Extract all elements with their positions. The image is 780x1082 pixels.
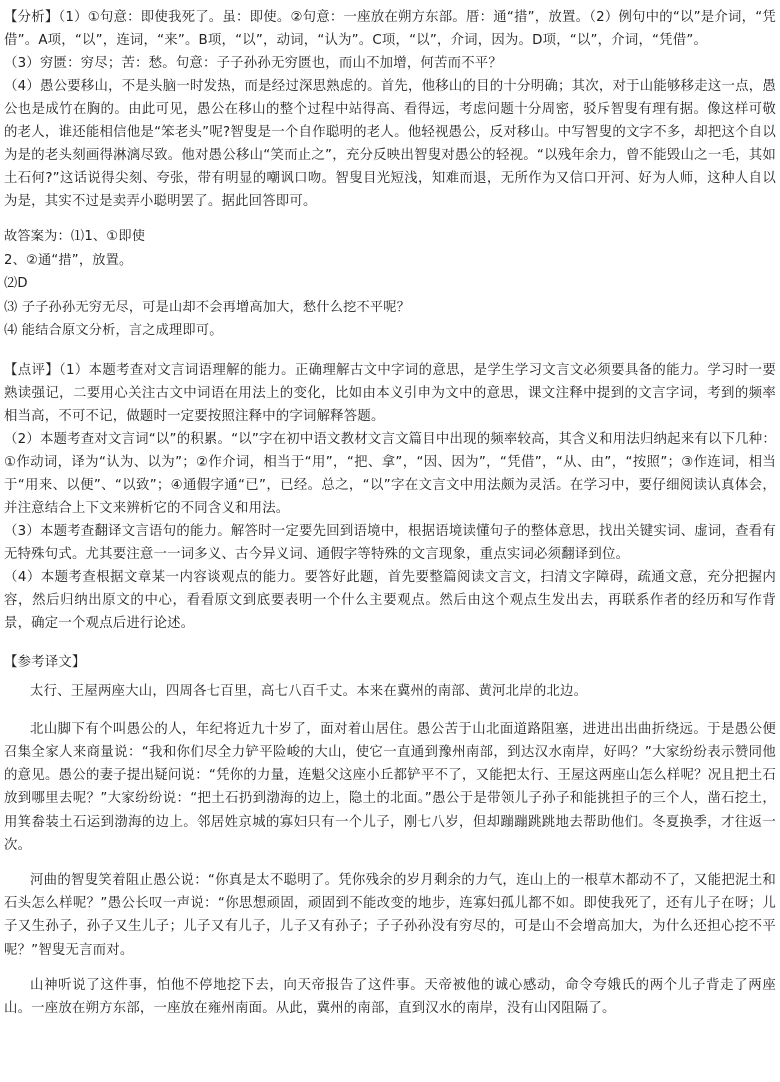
comment-section xyxy=(4,359,776,635)
answer-line-2: 2、②通“措”，放置。 xyxy=(4,252,133,268)
answer-section xyxy=(4,225,776,343)
translation-header: 【参考译文】 xyxy=(4,654,86,670)
comment-paragraph-1: 【点评】（1）本题考查对文言词语理解的能力。正确理解古文中字词的意思，是学生学习文言文必须要具备的能力。学习时一要熟读强记，二要用心关注古文中词语在用法上的变化，比如由本义引申为文中的意思，课文注释中提到的文言字词，考到的频率相当高，不可不记，做题时一定要按照注释中的字词解释答题。 xyxy=(4,362,776,424)
translation-header-section xyxy=(4,651,776,674)
comment-paragraph-3: （3）本题考查翻译文言语句的能力。解答时一定要先回到语境中，根据语境读懂句子的整体意思，找出关键实词、虚词，查看有无特殊句式。尤其要注意一一词多义、古今异义词、通假字等特殊的文言现象，重点实词必须翻译到位。 xyxy=(4,523,776,562)
analysis-paragraph-2: （3）穷匮：穷尽；苦：愁。句意：子子孙孙无穷匮也，而山不加增，何苦而不平？ xyxy=(4,56,502,71)
translation-paragraph-2: 北山脚下有个叫愚公的人，年纪将近九十岁了，面对着山居住。愚公苦于山北面道路阻塞，进进出出曲折绕远。于是愚公便召集全家人来商量说：“我和你们尽全力铲平险峻的大山，使它一直通到豫州南部，到达汉水南岸，好吗？”大家纷纷表示赞同他的意见。愚公的妻子提出疑问说：“凭你的力量，连魁父这座小丘都铲平不了，又能把太行、王屋这两座山怎么样呢？况且把土石放到哪里去呢？”大家纷纷说：“把土石扔到渤海的边上，隐土的北面。”愚公于是带领儿子孙子和能挑担子的三个人，凿石挖土，用箕畚装土石运到渤海的边上。邻居姓京城的寡妇只有一个儿子，刚七八岁，但却蹦蹦跳跳地去帮助他们。冬夏换季，才往返一次。 xyxy=(4,721,776,853)
translation-paragraph-1: 太行、王屋两座大山，四周各七百里，高七八百千丈。本来在冀州的南部、黄河北岸的北边。 xyxy=(30,683,588,699)
answer-line-3: ⑵D xyxy=(4,276,28,291)
analysis-paragraph-3: （4）愚公要移山，不是头脑一时发热，而是经过深思熟虑的。首先，他移山的目的十分明确；其次，对于山能够移走这一点，愚公也是成竹在胸的。由此可见，愚公在移山的整个过程中站得高、看得远，考虑问题十分周密，驳斥智叟有理有据。像这样可敬的老人，谁还能相信他是“笨老头”呢?智叟是一个自作聪明的老人。他轻视愚公，反对移山。中写智叟的文字不多，却把这个自以为是的老头刻画得淋漓尽致。他对愚公移山“笑而止之”，充分反映出智叟对愚公的轻视。“以残年余力，曾不能毁山之一毛，其如土石何?”这话说得尖刻、夸张，带有明显的嘲讽口吻。智叟目光短浅，知难而退，无所作为又信口开河、好为人师，这种人自以为是，其实不过是卖弄小聪明罢了。据此回答即可。 xyxy=(4,79,776,209)
comment-paragraph-4: （4）本题考查根据文章某一内容谈观点的能力。要答好此题，首先要整篇阅读文言文，扫清文字障碍，疏通文意，充分把握内容，然后归纳出原文的中心，看看原文到底要表明一个什么主要观点。然后由这个观点生发出去，再联系作者的经历和写作背景，确定一个观点后进行论述。 xyxy=(4,569,776,631)
answer-line-5: ⑷ 能结合原文分析，言之成理即可。 xyxy=(4,323,223,338)
answer-line-1: 故答案为：⑴1、①即使 xyxy=(4,229,146,244)
translation-paragraph-4: 山神听说了这件事，怕他不停地挖下去，向天帝报告了这件事。天帝被他的诚心感动，命令夸娥氏的两个儿子背走了两座山。一座放在朔方东部，一座放在雍州南面。从此，冀州的南部，直到汉水的南岸，没有山冈阻隔了。 xyxy=(4,977,776,1016)
translation-paragraph-3: 河曲的智叟笑着阻止愚公说：“你真是太不聪明了。凭你残余的岁月剩余的力气，连山上的一根草木都动不了，又能把泥土和石头怎么样呢？”愚公长叹一声说：“你思想顽固，顽固到不能改变的地步，连寡妇孤儿都不如。即使我死了，还有儿子在呀；儿子又生孙子，孙子又生儿子；儿子又有儿子，儿子又有孙子；子子孙孙没有穷尽的，可是山不会增高加大，为什么还担心挖不平呢？”智叟无言而对。 xyxy=(4,872,776,958)
answer-line-4: ⑶ 子子孙孙无穷无尽，可是山却不会再增高加大，愁什么挖不平呢？ xyxy=(4,299,411,315)
analysis-paragraph-1: 【分析】（1）①句意：即使我死了。虽：即使。②句意：一座放在朔方东部。厝：通“措”，放置。（2）例句中的“以”是介词，“凭借”。A项，“以”，连词，“来”。B项，“以”，动词，“认为”。C项，“以”，介词，因为。D项，“以”，介词，“凭借”。 xyxy=(4,10,776,48)
translation-section xyxy=(4,680,776,1021)
comment-paragraph-2: （2）本题考查对文言词“以”的积累。“以”字在初中语文教材文言文篇目中出现的频率较高，其含义和用法归纳起来有以下几种：①作动词，译为“认为、以为”；②作介词，相当于“用”，“把、拿”，“因、因为”，“凭借”，“从、由”，“按照”；③作连词，相当于“用来、以便”、“以致”；④通假字通“已”，已经。总之，“以”字在文言文中用法颇为灵活。在学习中，要仔细阅读认真体会，并注意结合上下文来辨析它的不同含义和用法。 xyxy=(4,431,776,516)
analysis-section xyxy=(4,6,776,213)
